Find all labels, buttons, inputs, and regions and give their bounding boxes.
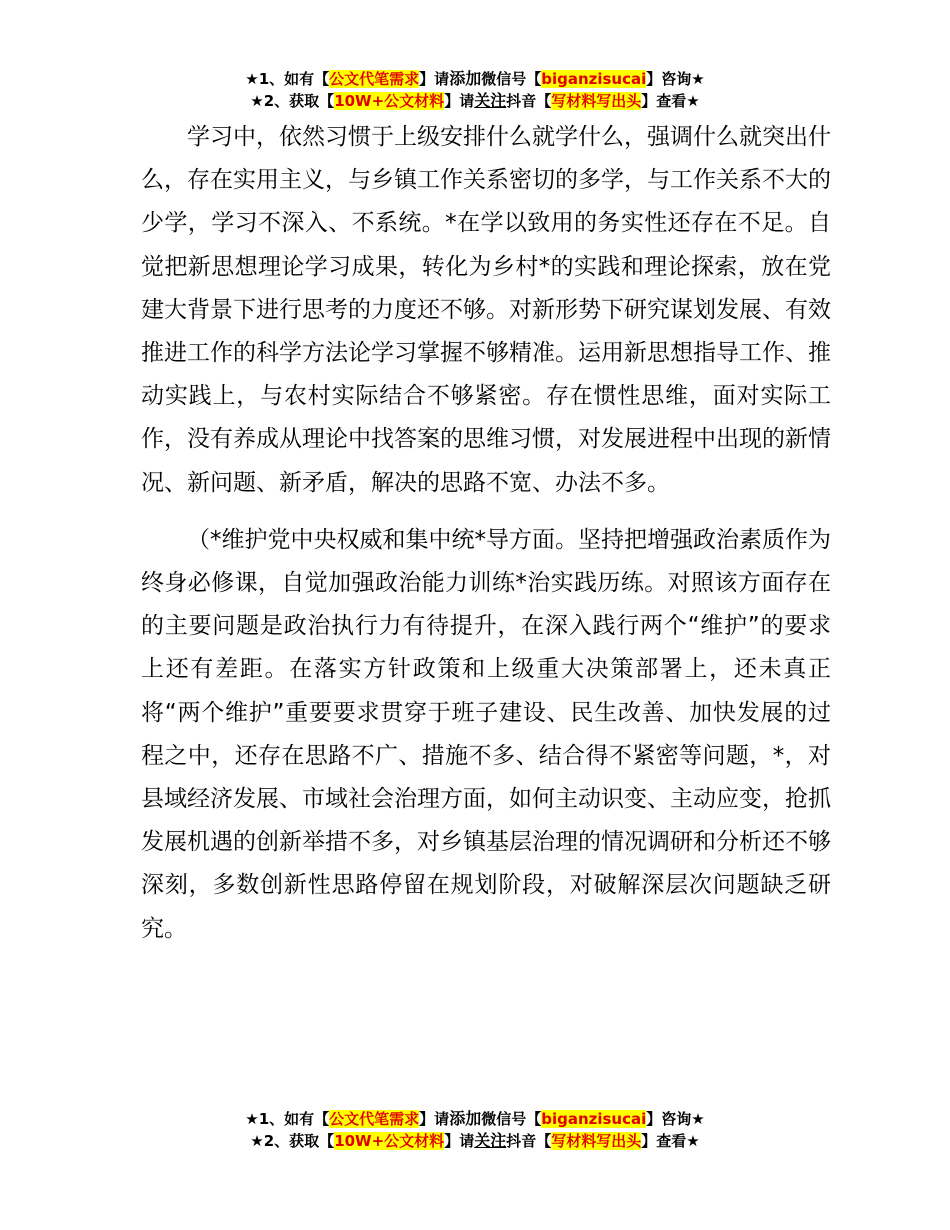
douyin-account-highlight: 写材料写出头 xyxy=(551,92,642,110)
footer-banner xyxy=(0,1108,950,1152)
materials-highlight: 10W+公文材料 xyxy=(334,92,445,110)
footer-line-2: ★2、获取【10W+公文材料】请关注抖音【写材料写出头】查看★ xyxy=(250,1131,700,1150)
douyin-account-highlight: 写材料写出头 xyxy=(551,1132,642,1150)
header-line-1: ★1、如有【公文代笔需求】请添加微信号【biganzisucai】咨询★ xyxy=(245,69,705,88)
body-paragraph-1: 学习中，依然习惯于上级安排什么就学什么，强调什么就突出什么，存在实用主义，与乡镇工作关系密切的多学，与工作关系不大的少学，学习不深入、不系统。*在学以致用的务实性还存在不足。自觉把新思想理论学习成果，转化为乡村*的实践和理论探索，放在党建大背景下进行思考的力度还不够。对新形势下研究谋划发展、有效推进工作的科学方法论学习掌握不够精准。运用新思想指导工作、推动实践上，与农村实际结合不够紧密。存在惯性思维，面对实际工作，没有养成从理论中找答案的思维习惯，对发展进程中出现的新情况、新问题、新矛盾，解决的思路不宽、办法不多。 xyxy=(141,124,831,496)
footer-line-1: ★1、如有【公文代笔需求】请添加微信号【biganzisucai】咨询★ xyxy=(245,1109,705,1128)
wechat-id-highlight: biganzisucai xyxy=(541,1110,647,1128)
service-highlight: 公文代笔需求 xyxy=(329,1110,420,1128)
document-body xyxy=(141,116,831,951)
service-highlight: 公文代笔需求 xyxy=(329,70,420,88)
header-banner xyxy=(0,68,950,112)
body-paragraph-2: （*维护党中央权威和集中统*导方面。坚持把增强政治素质作为终身必修课，自觉加强政治能力训练*治实践历练。对照该方面存在的主要问题是政治执行力有待提升，在深入践行两个“维护”的要求上还有差距。在落实方针政策和上级重大决策部署上，还未真正将“两个维护”重要要求贯穿于班子建设、民生改善、加快发展的过程之中，还存在思路不广、措施不多、结合得不紧密等问题，*，对县域经济发展、市域社会治理方面，如何主动识变、主动应变，抢抓发展机遇的创新举措不多，对乡镇基层治理的情况调研和分析还不够深刻，多数创新性思路停留在规划阶段，对破解深层次问题缺乏研究。 xyxy=(141,526,831,942)
wechat-id-highlight: biganzisucai xyxy=(541,70,647,88)
materials-highlight: 10W+公文材料 xyxy=(334,1132,445,1150)
header-line-2: ★2、获取【10W+公文材料】请关注抖音【写材料写出头】查看★ xyxy=(250,91,700,110)
